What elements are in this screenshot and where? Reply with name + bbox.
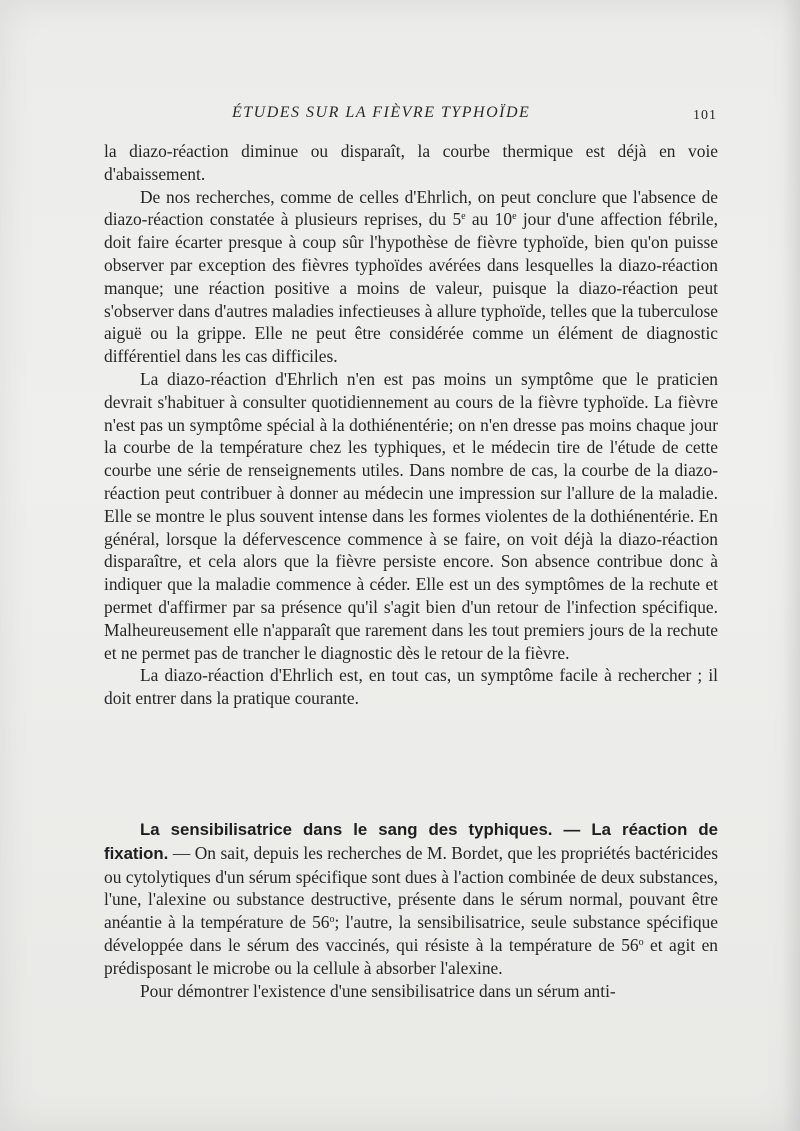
paragraph-2-part-a: De nos recherches, comme de celles d'Ehrlich, on peut conclure que l'absence de diazo-réaction constatée à plusieurs reprises, du 5 [104,186,718,230]
section-heading: La sensibilisatrice dans le sang des typhiques. — La réaction de fixation. [104,820,718,863]
running-title: ÉTUDES SUR LA FIÈVRE TYPHOÏDE [232,104,531,121]
paragraph-1: la diazo-réaction diminue ou disparaît, la courbe thermique est déjà en voie d'abaissement. [104,141,718,184]
page-edge-shadow [782,0,800,1131]
section-paragraph-1-part-b: ; l'autre, la sensibilisatrice, seule substance spécifique développée dans le sérum des vaccinés, qui résiste à la température de 56 [104,912,718,955]
superscript: o [329,914,335,926]
superscript: e [461,211,466,223]
section-paragraph-1 [104,818,718,980]
page-number: 101 [693,108,717,123]
paragraph-2 [104,186,718,368]
paragraph-2-part-b: au 10 [465,209,513,230]
paragraph-4: La diazo-réaction d'Ehrlich est, en tout cas, un symptôme facile à rechercher ; il doit entrer dans la pratique courante. [104,665,718,709]
section-sensibilisatrice [104,818,718,1002]
paragraph-2-part-c: jour d'une affection fébrile, doit faire écarter presque à coup sûr l'hypothèse de fièvre typhoïde, bien qu'on puisse observer par exception des fièvres typhoïdes avérées dans lesquelles la diazo-réaction manque; une réaction positive a moins de valeur, puisque la diazo-réaction peut s'observer dans d'autres maladies infectieuses à allure typhoïde, telles que la tuberculose aiguë ou la grippe. Elle ne peut être considérée comme un élément de diagnostic différentiel dans les cas difficiles. [104,209,718,367]
superscript: o [638,936,644,948]
superscript: e [512,211,517,223]
section-paragraph-1-part-a: — On sait, depuis les recherches de M. Bordet, que les propriétés bactéricides ou cytolytiques d'un sérum spécifique sont dues à l'action combinée de deux substances, l'une, l'alexine ou substance destructive, présente dans le sérum normal, pouvant être anéantie à la température de 56 [104,842,718,933]
section-paragraph-2: Pour démontrer l'existence d'une sensibilisatrice dans un sérum anti- [140,980,616,1001]
section-paragraph-1-part-c: et agit en prédisposant le microbe ou la cellule à absorber l'alexine. [104,934,718,978]
body-text [104,140,718,710]
paragraph-3: La diazo-réaction d'Ehrlich n'en est pas moins un symptôme que le praticien devrait s'habituer à consulter quotidiennement au cours de la fièvre typhoïde. La fièvre n'est pas un symptôme spécial à la dothiénentérie; on n'en dresse pas moins chaque jour la courbe de la température chez les typhiques, et le médecin tire de l'étude de cette courbe une série de renseignements utiles. Dans nombre de cas, la courbe de la diazo-réaction peut contribuer à donner au médecin une impression sur l'allure de la maladie. Elle se montre le plus souvent intense dans les formes violentes de la dothiénentérie. En général, lorsque la défervescence commence à se faire, on voit déjà la diazo-réaction disparaître, et cela alors que la fièvre persiste encore. Son absence contribue donc à indiquer que la maladie commence à céder. Elle est un des symptômes de la rechute et permet d'affirmer par sa présence qu'il s'agit bien d'un retour de l'infection spécifique. Malheureusement elle n'apparaît que rarement dans les tout premiers jours de la rechute et ne permet pas de trancher le diagnostic dès le retour de la fièvre. [104,368,718,663]
